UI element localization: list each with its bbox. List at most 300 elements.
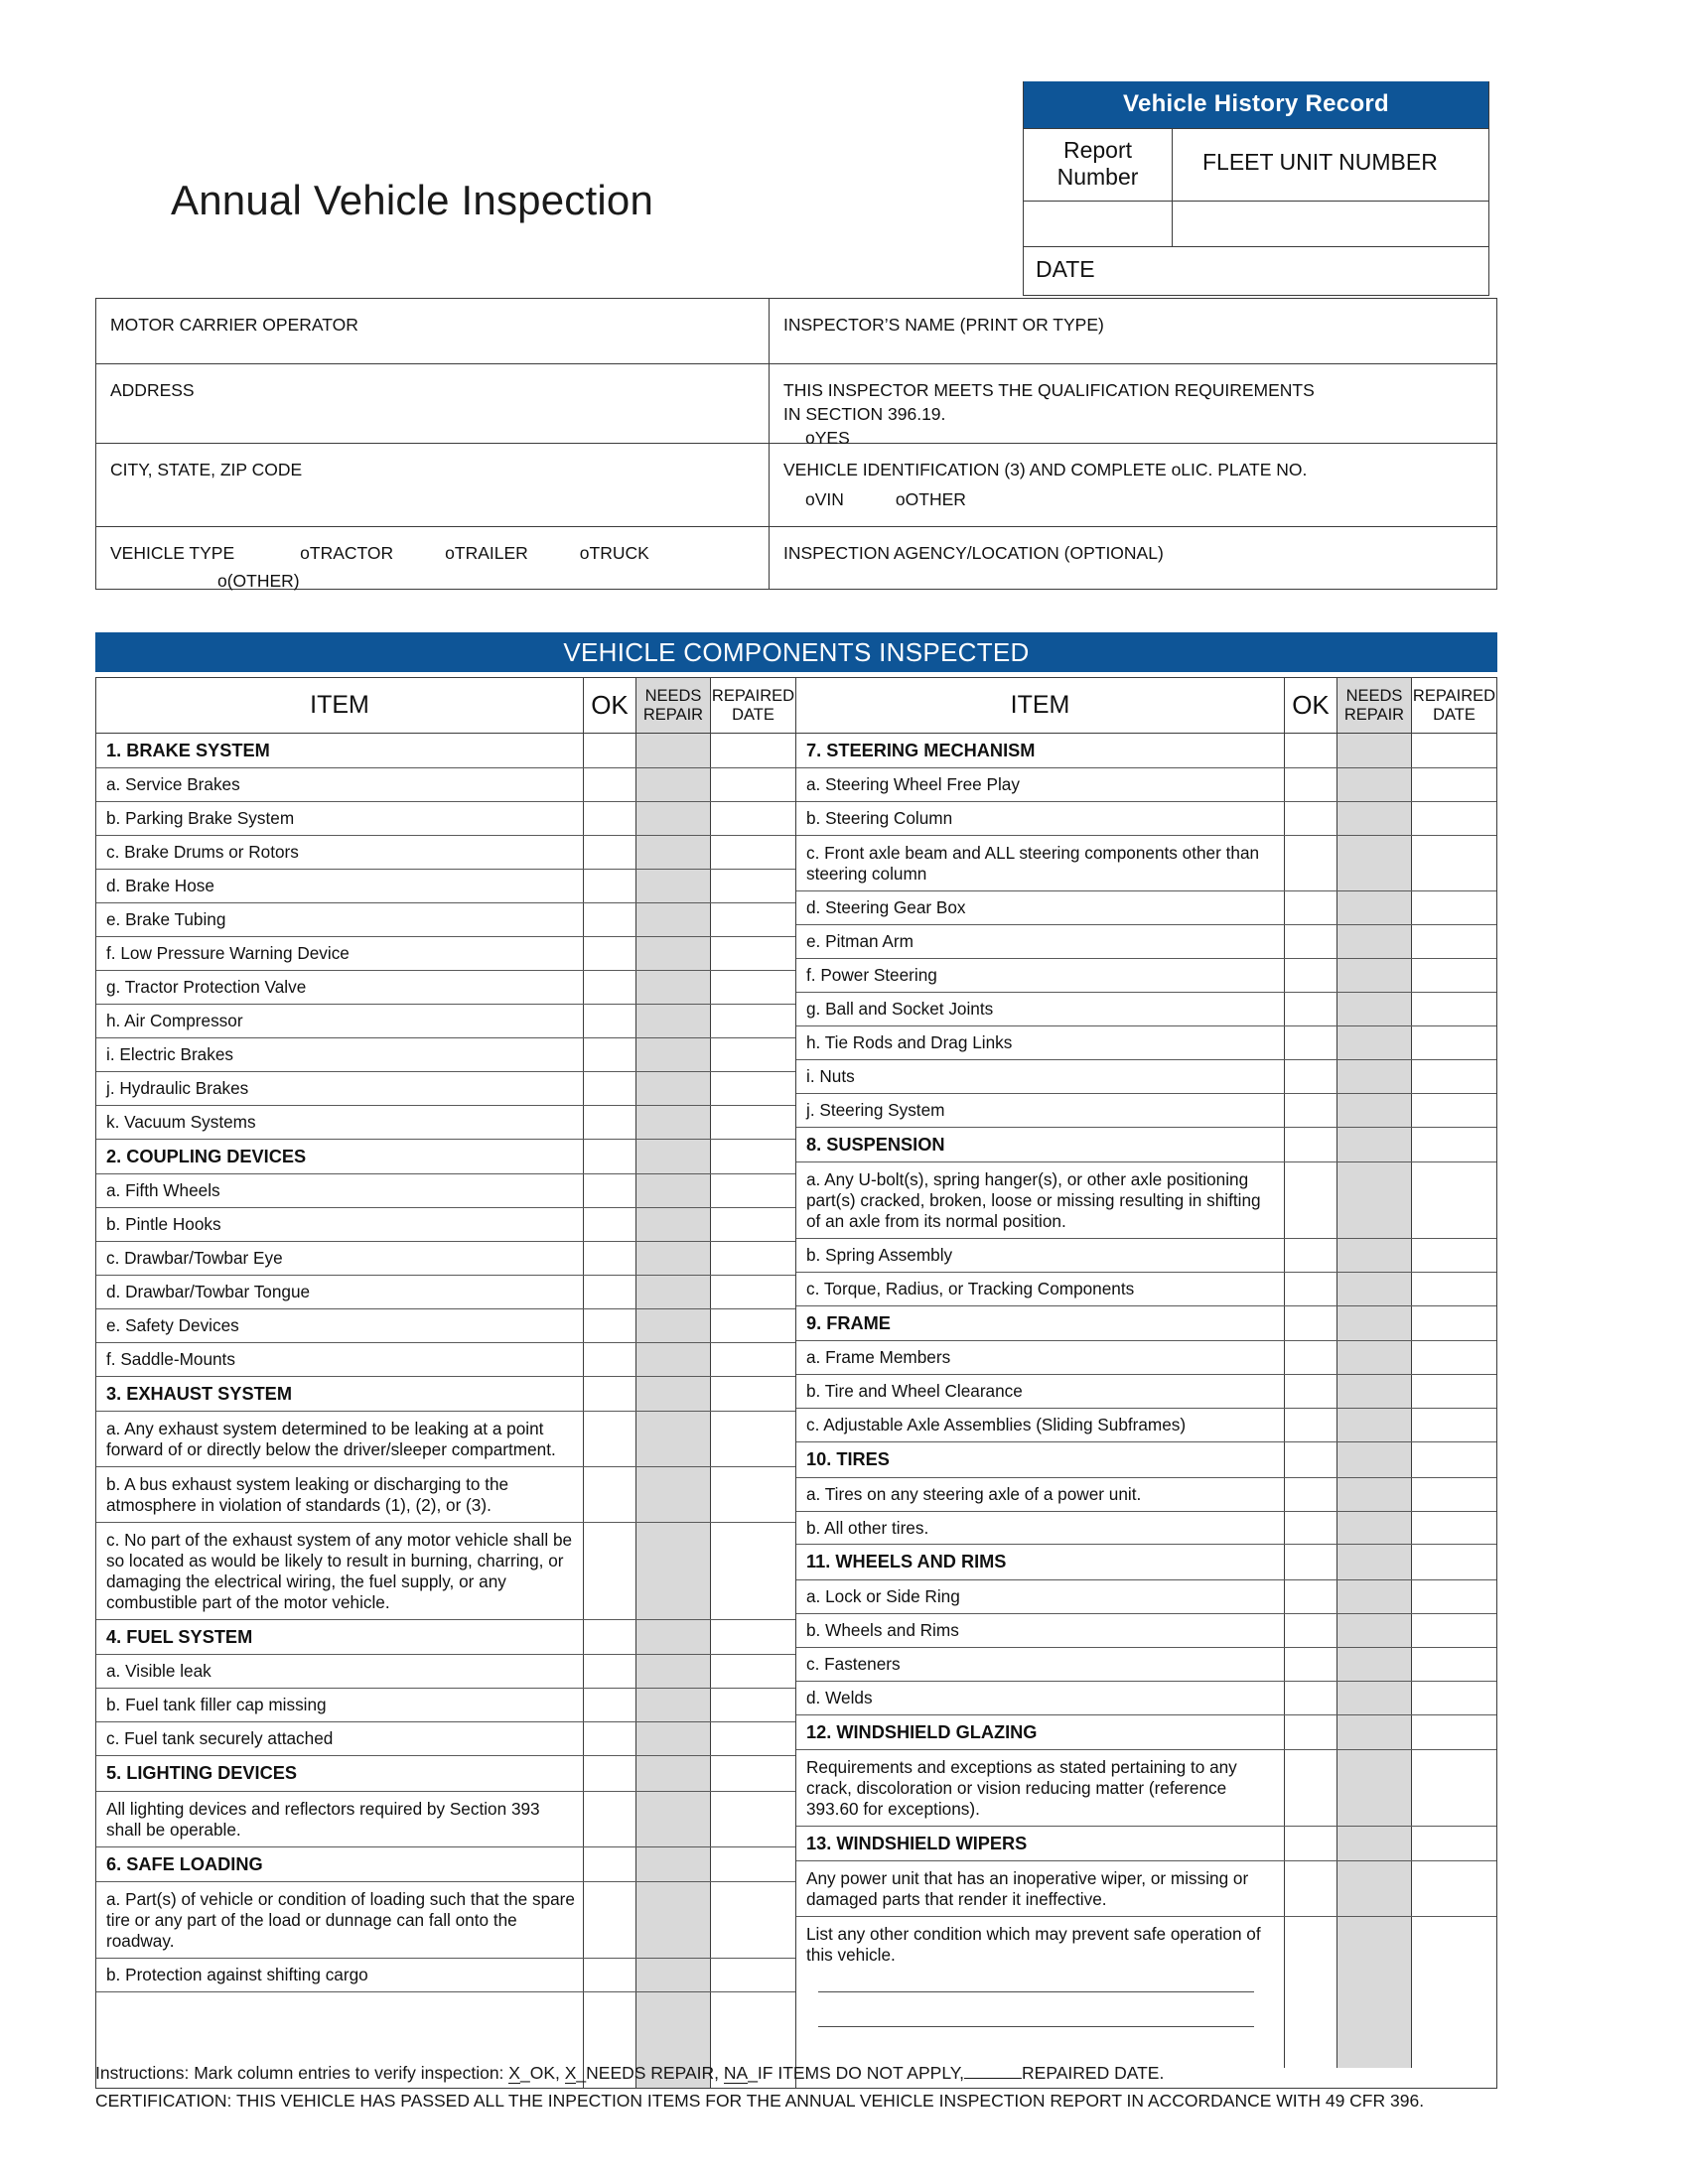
ok-checkbox-cell[interactable] xyxy=(584,870,636,902)
ok-checkbox-cell[interactable] xyxy=(584,1655,636,1688)
needs-repair-checkbox-cell[interactable] xyxy=(1337,734,1412,767)
item-label: a. Part(s) of vehicle or condition of loading such that the spare tire or any part of the load or dunnage can fall onto the roadway. xyxy=(96,1882,584,1958)
item-label: c. Fuel tank securely attached xyxy=(96,1722,584,1755)
needs-repair-checkbox-cell[interactable] xyxy=(1337,925,1412,958)
repaired-date-cell[interactable] xyxy=(1412,1060,1496,1093)
inspection-item-row xyxy=(796,959,1496,993)
address-field[interactable]: ADDRESS xyxy=(96,364,769,444)
ok-checkbox-cell[interactable] xyxy=(584,1276,636,1308)
ok-checkbox-cell[interactable] xyxy=(584,1882,636,1958)
needs-repair-checkbox-cell[interactable] xyxy=(636,1756,711,1790)
repaired-date-cell[interactable] xyxy=(711,1343,795,1376)
ok-checkbox-cell[interactable] xyxy=(584,903,636,936)
needs-repair-checkbox-cell[interactable] xyxy=(1337,1026,1412,1059)
needs-repair-checkbox-cell[interactable] xyxy=(636,768,711,801)
needs-repair-checkbox-cell[interactable] xyxy=(1337,1409,1412,1441)
item-label: b. Tire and Wheel Clearance xyxy=(796,1375,1285,1408)
ok-checkbox-cell[interactable] xyxy=(584,1242,636,1275)
vehicle-id-option-other[interactable]: oOTHER xyxy=(895,489,966,510)
repaired-date-cell[interactable] xyxy=(1412,1306,1496,1340)
form-header-area xyxy=(0,0,1688,298)
repaired-date-cell[interactable] xyxy=(1412,734,1496,767)
needs-repair-checkbox-cell[interactable] xyxy=(1337,1917,1412,2068)
needs-repair-checkbox-cell[interactable] xyxy=(636,1242,711,1275)
inspection-item-row xyxy=(96,1882,795,1959)
section-label: 1. BRAKE SYSTEM xyxy=(96,734,584,767)
repaired-date-cell[interactable] xyxy=(1412,768,1496,801)
needs-repair-checkbox-cell[interactable] xyxy=(636,1377,711,1411)
repaired-date-cell[interactable] xyxy=(711,1140,795,1173)
repaired-date-cell[interactable] xyxy=(711,1722,795,1755)
repaired-date-cell[interactable] xyxy=(1412,1750,1496,1826)
repaired-date-cell[interactable] xyxy=(711,1106,795,1139)
vehicle-id-option-vin[interactable]: oVIN xyxy=(805,489,844,510)
repaired-date-cell[interactable] xyxy=(711,1208,795,1241)
section-label: 6. SAFE LOADING xyxy=(96,1847,584,1881)
instructions-line xyxy=(95,2060,1505,2088)
inspection-agency-field[interactable]: INSPECTION AGENCY/LOCATION (OPTIONAL) xyxy=(783,543,1164,563)
inspection-item-row xyxy=(796,1409,1496,1442)
item-label: b. A bus exhaust system leaking or discharging to the atmosphere in violation of standards (1), (2), or (3). xyxy=(96,1467,584,1522)
repaired-date-cell[interactable] xyxy=(1412,1512,1496,1545)
item-label: Any power unit that has an inoperative wiper, or missing or damaged parts that render it ineffective. xyxy=(796,1861,1285,1916)
qualification-line-2: IN SECTION 396.19. xyxy=(783,404,946,425)
ok-checkbox-cell[interactable] xyxy=(1285,891,1337,924)
needs-repair-checkbox-cell[interactable] xyxy=(1337,959,1412,992)
needs-repair-checkbox-cell[interactable] xyxy=(636,937,711,970)
inspection-item-row xyxy=(96,1343,795,1377)
item-label: b. Fuel tank filler cap missing xyxy=(96,1689,584,1721)
repaired-date-cell[interactable] xyxy=(1412,993,1496,1025)
ok-checkbox-cell[interactable] xyxy=(584,1038,636,1071)
ok-checkbox-cell[interactable] xyxy=(584,1756,636,1790)
item-label: b. Wheels and Rims xyxy=(796,1614,1285,1647)
ok-checkbox-cell[interactable] xyxy=(1285,836,1337,890)
ok-checkbox-cell[interactable] xyxy=(1285,802,1337,835)
repaired-date-cell[interactable] xyxy=(1412,1094,1496,1127)
repaired-date-cell[interactable] xyxy=(711,1377,795,1411)
item-label: h. Air Compressor xyxy=(96,1005,584,1037)
city-state-zip-field[interactable]: CITY, STATE, ZIP CODE xyxy=(96,444,769,527)
ok-checkbox-cell[interactable] xyxy=(584,1343,636,1376)
ok-checkbox-cell[interactable] xyxy=(1285,1545,1337,1578)
needs-repair-checkbox-cell[interactable] xyxy=(1337,1614,1412,1647)
inspection-item-row xyxy=(796,1239,1496,1273)
needs-repair-checkbox-cell[interactable] xyxy=(636,1792,711,1846)
notes-write-line[interactable] xyxy=(818,1991,1254,1992)
vehicle-components-banner: VEHICLE COMPONENTS INSPECTED xyxy=(95,632,1497,672)
ok-checkbox-cell[interactable] xyxy=(1285,1162,1337,1238)
needs-repair-checkbox-cell[interactable] xyxy=(1337,1060,1412,1093)
needs-repair-checkbox-cell[interactable] xyxy=(1337,1715,1412,1749)
repaired-date-cell[interactable] xyxy=(711,1689,795,1721)
repaired-date-cell[interactable] xyxy=(711,1959,795,1991)
footer-instructions xyxy=(95,2060,1505,2115)
ok-checkbox-cell[interactable] xyxy=(1285,1861,1337,1916)
repaired-date-cell[interactable] xyxy=(711,1005,795,1037)
repaired-date-cell[interactable] xyxy=(1412,1341,1496,1374)
repaired-date-cell[interactable] xyxy=(1412,1715,1496,1749)
ok-checkbox-cell[interactable] xyxy=(1285,1682,1337,1714)
vehicle-type-field xyxy=(96,527,769,592)
repaired-date-cell[interactable] xyxy=(1412,1478,1496,1511)
needs-repair-checkbox-cell[interactable] xyxy=(1337,1648,1412,1681)
ok-checkbox-cell[interactable] xyxy=(1285,925,1337,958)
ok-checkbox-cell[interactable] xyxy=(1285,1715,1337,1749)
needs-repair-checkbox-cell[interactable] xyxy=(636,1005,711,1037)
needs-repair-checkbox-cell[interactable] xyxy=(636,1689,711,1721)
inspection-item-row xyxy=(796,891,1496,925)
ok-checkbox-cell[interactable] xyxy=(584,1467,636,1522)
ok-checkbox-cell[interactable] xyxy=(1285,993,1337,1025)
needs-repair-checkbox-cell[interactable] xyxy=(636,1038,711,1071)
repaired-date-cell[interactable] xyxy=(711,1847,795,1881)
repaired-date-cell[interactable] xyxy=(711,903,795,936)
item-label: g. Tractor Protection Valve xyxy=(96,971,584,1004)
item-label: i. Nuts xyxy=(796,1060,1285,1093)
ok-checkbox-cell[interactable] xyxy=(584,1072,636,1105)
section-label: 8. SUSPENSION xyxy=(796,1128,1285,1161)
vehicle-identification-label: VEHICLE IDENTIFICATION (3) AND COMPLETE oLIC. PLATE NO. xyxy=(783,460,1308,479)
item-label: e. Pitman Arm xyxy=(796,925,1285,958)
ok-checkbox-cell[interactable] xyxy=(1285,1128,1337,1161)
inspection-item-row xyxy=(796,1162,1496,1239)
ok-checkbox-cell[interactable] xyxy=(584,971,636,1004)
needs-repair-checkbox-cell[interactable] xyxy=(636,903,711,936)
ok-checkbox-cell[interactable] xyxy=(584,1689,636,1721)
needs-repair-checkbox-cell[interactable] xyxy=(1337,1442,1412,1476)
repaired-date-cell[interactable] xyxy=(711,734,795,767)
vehicle-type-option-trailer[interactable]: oTRAILER xyxy=(445,543,528,563)
column-header-repaired-date-right xyxy=(1412,678,1496,733)
fleet-unit-number-label: FLEET UNIT NUMBER xyxy=(1173,128,1488,201)
needs-repair-checkbox-cell[interactable] xyxy=(1337,993,1412,1025)
needs-repair-checkbox-cell[interactable] xyxy=(636,1174,711,1207)
mark-needs-text: _NEEDS REPAIR, xyxy=(576,2063,724,2083)
needs-repair-checkbox-cell[interactable] xyxy=(1337,1128,1412,1161)
inspection-section-row xyxy=(796,1827,1496,1861)
ok-checkbox-cell[interactable] xyxy=(1285,1239,1337,1272)
repaired-date-cell[interactable] xyxy=(1412,836,1496,890)
ok-checkbox-cell[interactable] xyxy=(1285,1273,1337,1305)
ok-checkbox-cell[interactable] xyxy=(584,1792,636,1846)
ok-checkbox-cell[interactable] xyxy=(584,1106,636,1139)
repaired-date-cell[interactable] xyxy=(1412,1442,1496,1476)
item-label: c. Torque, Radius, or Tracking Components xyxy=(796,1273,1285,1305)
repaired-date-cell[interactable] xyxy=(711,1038,795,1071)
vehicle-type-option-truck[interactable]: oTRUCK xyxy=(579,543,649,563)
needs-repair-checkbox-cell[interactable] xyxy=(1337,1094,1412,1127)
ok-checkbox-cell[interactable] xyxy=(584,836,636,869)
ok-checkbox-cell[interactable] xyxy=(1285,959,1337,992)
needs-repair-checkbox-cell[interactable] xyxy=(1337,1580,1412,1613)
needs-repair-checkbox-cell[interactable] xyxy=(1337,1750,1412,1826)
ok-checkbox-cell[interactable] xyxy=(584,937,636,970)
repaired-date-cell[interactable] xyxy=(711,1792,795,1846)
repaired-date-cell[interactable] xyxy=(1412,1026,1496,1059)
inspection-item-row xyxy=(96,1309,795,1343)
inspection-item-row xyxy=(96,802,795,836)
repaired-date-cell[interactable] xyxy=(1412,1375,1496,1408)
repaired-date-cell[interactable] xyxy=(711,768,795,801)
repaired-date-cell[interactable] xyxy=(1412,1861,1496,1916)
ok-checkbox-cell[interactable] xyxy=(1285,1648,1337,1681)
needs-repair-checkbox-cell[interactable] xyxy=(1337,802,1412,835)
needs-repair-checkbox-cell[interactable] xyxy=(636,1276,711,1308)
item-label: j. Steering System xyxy=(796,1094,1285,1127)
inspection-item-row xyxy=(96,1072,795,1106)
inspection-item-row xyxy=(96,1689,795,1722)
needs-repair-checkbox-cell[interactable] xyxy=(636,1882,711,1958)
inspection-item-row xyxy=(796,1648,1496,1682)
ok-checkbox-cell[interactable] xyxy=(1285,1341,1337,1374)
repaired-date-cell[interactable] xyxy=(711,1467,795,1522)
ok-checkbox-cell[interactable] xyxy=(1285,1614,1337,1647)
needs-repair-checkbox-cell[interactable] xyxy=(636,870,711,902)
needs-repair-checkbox-cell[interactable] xyxy=(1337,1273,1412,1305)
column-header-item: ITEM xyxy=(96,678,584,733)
repaired-date-cell[interactable] xyxy=(711,937,795,970)
needs-repair-checkbox-cell[interactable] xyxy=(636,1523,711,1619)
repaired-date-cell[interactable] xyxy=(711,1655,795,1688)
mark-repaired-date: REPAIRED DATE. xyxy=(1022,2063,1165,2083)
needs-repair-checkbox-cell[interactable] xyxy=(1337,1239,1412,1272)
repaired-date-cell[interactable] xyxy=(1412,1580,1496,1613)
inspector-name-field[interactable]: INSPECTOR’S NAME (PRINT OR TYPE) xyxy=(770,299,1496,364)
repaired-date-blank[interactable] xyxy=(964,2078,1022,2079)
repaired-date-cell[interactable] xyxy=(711,836,795,869)
repaired-date-cell[interactable] xyxy=(711,1882,795,1958)
needs-repair-checkbox-cell[interactable] xyxy=(1337,1512,1412,1545)
ok-checkbox-cell[interactable] xyxy=(584,1847,636,1881)
ok-checkbox-cell[interactable] xyxy=(1285,1094,1337,1127)
ok-checkbox-cell[interactable] xyxy=(1285,1827,1337,1860)
fleet-unit-number-input[interactable] xyxy=(1173,201,1488,246)
ok-checkbox-cell[interactable] xyxy=(1285,1442,1337,1476)
inspection-section-row xyxy=(796,734,1496,768)
ok-checkbox-cell[interactable] xyxy=(584,1523,636,1619)
needs-repair-checkbox-cell[interactable] xyxy=(636,836,711,869)
needs-repair-checkbox-cell[interactable] xyxy=(636,971,711,1004)
needs-repair-checkbox-cell[interactable] xyxy=(636,1722,711,1755)
ok-checkbox-cell[interactable] xyxy=(1285,1512,1337,1545)
vin-other-options xyxy=(783,487,1496,511)
repaired-date-cell[interactable] xyxy=(711,1242,795,1275)
inspection-item-row xyxy=(796,1060,1496,1094)
needs-repair-checkbox-cell[interactable] xyxy=(1337,1861,1412,1916)
inspection-section-row xyxy=(96,1140,795,1174)
ok-checkbox-cell[interactable] xyxy=(1285,1409,1337,1441)
repaired-date-cell[interactable] xyxy=(1412,1614,1496,1647)
item-label: a. Frame Members xyxy=(796,1341,1285,1374)
date-field[interactable]: DATE xyxy=(1024,246,1488,295)
inspection-item-row xyxy=(796,768,1496,802)
needs-repair-checkbox-cell[interactable] xyxy=(1337,1545,1412,1578)
inspection-item-row xyxy=(96,903,795,937)
item-label: f. Low Pressure Warning Device xyxy=(96,937,584,970)
ok-checkbox-cell[interactable] xyxy=(584,1005,636,1037)
vehicle-identification-field xyxy=(770,444,1496,527)
repaired-date-cell[interactable] xyxy=(711,1620,795,1654)
needs-repair-checkbox-cell[interactable] xyxy=(636,1140,711,1173)
inspection-item-row xyxy=(796,1580,1496,1614)
repaired-date-cell[interactable] xyxy=(711,971,795,1004)
needs-repair-checkbox-cell[interactable] xyxy=(1337,1162,1412,1238)
repaired-date-cell[interactable] xyxy=(711,802,795,835)
repaired-date-cell[interactable] xyxy=(711,1072,795,1105)
qualification-option-yes[interactable]: oYES xyxy=(805,428,850,449)
needs-repair-checkbox-cell[interactable] xyxy=(636,1620,711,1654)
vhr-header-row xyxy=(1024,128,1488,201)
repaired-date-cell[interactable] xyxy=(711,870,795,902)
inspection-item-row xyxy=(96,1174,795,1208)
inspection-section-row xyxy=(96,1620,795,1655)
repaired-date-cell[interactable] xyxy=(1412,1682,1496,1714)
ok-checkbox-cell[interactable] xyxy=(1285,1306,1337,1340)
repaired-date-cell[interactable] xyxy=(1412,1273,1496,1305)
repaired-date-cell[interactable] xyxy=(1412,925,1496,958)
repaired-date-cell[interactable] xyxy=(711,1309,795,1342)
needs-repair-checkbox-cell[interactable] xyxy=(636,802,711,835)
inspection-rows-left xyxy=(96,734,795,2088)
inspection-item-row xyxy=(96,1038,795,1072)
inspection-item-row xyxy=(796,1614,1496,1648)
vhr-value-row xyxy=(1024,201,1488,246)
ok-checkbox-cell[interactable] xyxy=(1285,1026,1337,1059)
needs-repair-checkbox-cell[interactable] xyxy=(636,1106,711,1139)
ok-checkbox-cell[interactable] xyxy=(1285,768,1337,801)
inspection-section-row xyxy=(796,1442,1496,1477)
repaired-date-cell[interactable] xyxy=(1412,1917,1496,2068)
item-label: e. Safety Devices xyxy=(96,1309,584,1342)
ok-checkbox-cell[interactable] xyxy=(584,1140,636,1173)
needs-repair-checkbox-cell[interactable] xyxy=(636,1412,711,1466)
inspection-item-row xyxy=(796,1512,1496,1546)
item-label: f. Power Steering xyxy=(796,959,1285,992)
vehicle-type-label: VEHICLE TYPE xyxy=(110,543,235,563)
ok-checkbox-cell[interactable] xyxy=(1285,1478,1337,1511)
item-label: c. Adjustable Axle Assemblies (Sliding Subframes) xyxy=(796,1409,1285,1441)
ok-checkbox-cell[interactable] xyxy=(1285,1060,1337,1093)
needs-repair-checkbox-cell[interactable] xyxy=(636,1467,711,1522)
item-label: c. Brake Drums or Rotors xyxy=(96,836,584,869)
needs-repair-checkbox-cell[interactable] xyxy=(1337,1306,1412,1340)
ok-checkbox-cell[interactable] xyxy=(1285,734,1337,767)
repaired-date-cell[interactable] xyxy=(1412,1128,1496,1161)
needs-repair-checkbox-cell[interactable] xyxy=(636,1847,711,1881)
needs-repair-checkbox-cell[interactable] xyxy=(1337,1827,1412,1860)
ok-checkbox-cell[interactable] xyxy=(584,734,636,767)
vehicle-type-option-other[interactable]: o(OTHER) xyxy=(217,571,300,592)
item-label xyxy=(796,1917,1285,2068)
ok-checkbox-cell[interactable] xyxy=(584,1722,636,1755)
qualification-line-1: THIS INSPECTOR MEETS THE QUALIFICATION REQUIREMENTS xyxy=(783,380,1315,400)
needs-repair-checkbox-cell[interactable] xyxy=(636,1072,711,1105)
inspection-item-row xyxy=(96,1467,795,1523)
item-label: f. Saddle-Mounts xyxy=(96,1343,584,1376)
ok-checkbox-cell[interactable] xyxy=(584,802,636,835)
section-label: 2. COUPLING DEVICES xyxy=(96,1140,584,1173)
repaired-date-cell[interactable] xyxy=(1412,1545,1496,1578)
repaired-date-cell[interactable] xyxy=(711,1412,795,1466)
item-label: b. Spring Assembly xyxy=(796,1239,1285,1272)
needs-repair-checkbox-cell[interactable] xyxy=(636,1309,711,1342)
mark-na-rest: _IF ITEMS DO NOT APPLY, xyxy=(748,2063,965,2083)
needs-repair-checkbox-cell[interactable] xyxy=(1337,768,1412,801)
needs-repair-checkbox-cell[interactable] xyxy=(1337,1375,1412,1408)
notes-write-line[interactable] xyxy=(818,2026,1254,2027)
ok-checkbox-cell[interactable] xyxy=(1285,1580,1337,1613)
needs-repair-checkbox-cell[interactable] xyxy=(636,1208,711,1241)
ok-checkbox-cell[interactable] xyxy=(584,1208,636,1241)
item-label: a. Steering Wheel Free Play xyxy=(796,768,1285,801)
vehicle-type-option-tractor[interactable]: oTRACTOR xyxy=(300,543,394,563)
inspection-item-row xyxy=(796,1375,1496,1409)
ok-checkbox-cell[interactable] xyxy=(584,1412,636,1466)
repaired-date-cell[interactable] xyxy=(1412,891,1496,924)
section-label: 9. FRAME xyxy=(796,1306,1285,1340)
section-label: 13. WINDSHIELD WIPERS xyxy=(796,1827,1285,1860)
ok-checkbox-cell[interactable] xyxy=(584,1377,636,1411)
needs-repair-checkbox-cell[interactable] xyxy=(636,1959,711,1991)
repaired-date-cell[interactable] xyxy=(1412,959,1496,992)
needs-repair-checkbox-cell[interactable] xyxy=(636,734,711,767)
item-label: All lighting devices and reflectors required by Section 393 shall be operable. xyxy=(96,1792,584,1846)
mark-na: NA xyxy=(723,2063,749,2083)
needs-repair-checkbox-cell[interactable] xyxy=(1337,836,1412,890)
ok-checkbox-cell[interactable] xyxy=(584,768,636,801)
repaired-date-cell[interactable] xyxy=(711,1276,795,1308)
needs-repair-checkbox-cell[interactable] xyxy=(1337,1341,1412,1374)
ok-checkbox-cell[interactable] xyxy=(584,1174,636,1207)
motor-carrier-operator-field[interactable]: MOTOR CARRIER OPERATOR xyxy=(96,299,769,364)
item-label: d. Brake Hose xyxy=(96,870,584,902)
needs-repair-checkbox-cell[interactable] xyxy=(1337,891,1412,924)
inspection-item-row xyxy=(96,1959,795,1992)
repaired-date-cell[interactable] xyxy=(1412,802,1496,835)
repaired-date-line-2-right: DATE xyxy=(1433,705,1476,724)
repaired-date-cell[interactable] xyxy=(1412,1162,1496,1238)
ok-checkbox-cell[interactable] xyxy=(584,1620,636,1654)
inspection-item-row xyxy=(96,1276,795,1309)
inspection-section-row xyxy=(796,1715,1496,1750)
needs-repair-line-1-right: NEEDS xyxy=(1345,687,1403,706)
needs-repair-checkbox-cell[interactable] xyxy=(1337,1478,1412,1511)
ok-checkbox-cell[interactable] xyxy=(1285,1917,1337,2068)
ok-checkbox-cell[interactable] xyxy=(1285,1375,1337,1408)
report-number-input[interactable] xyxy=(1024,201,1173,246)
ok-checkbox-cell[interactable] xyxy=(1285,1750,1337,1826)
repaired-date-cell[interactable] xyxy=(1412,1648,1496,1681)
inspection-item-row xyxy=(96,836,795,870)
item-label: c. No part of the exhaust system of any motor vehicle shall be so located as would be likely to result in burning, charring, or damaging the electrical wiring, the fuel supply, or any combustible part of the motor vehicle. xyxy=(96,1523,584,1619)
needs-repair-checkbox-cell[interactable] xyxy=(1337,1682,1412,1714)
repaired-date-cell[interactable] xyxy=(711,1756,795,1790)
item-label: h. Tie Rods and Drag Links xyxy=(796,1026,1285,1059)
inspection-table-right-half xyxy=(796,678,1496,2088)
repaired-date-cell[interactable] xyxy=(1412,1827,1496,1860)
repaired-date-cell[interactable] xyxy=(1412,1409,1496,1441)
section-label: 3. EXHAUST SYSTEM xyxy=(96,1377,584,1411)
needs-repair-checkbox-cell[interactable] xyxy=(636,1655,711,1688)
ok-checkbox-cell[interactable] xyxy=(584,1309,636,1342)
repaired-date-cell[interactable] xyxy=(711,1523,795,1619)
section-label: 11. WHEELS AND RIMS xyxy=(796,1545,1285,1578)
repaired-date-cell[interactable] xyxy=(711,1174,795,1207)
needs-repair-checkbox-cell[interactable] xyxy=(636,1343,711,1376)
ok-checkbox-cell[interactable] xyxy=(584,1959,636,1991)
repaired-date-cell[interactable] xyxy=(1412,1239,1496,1272)
